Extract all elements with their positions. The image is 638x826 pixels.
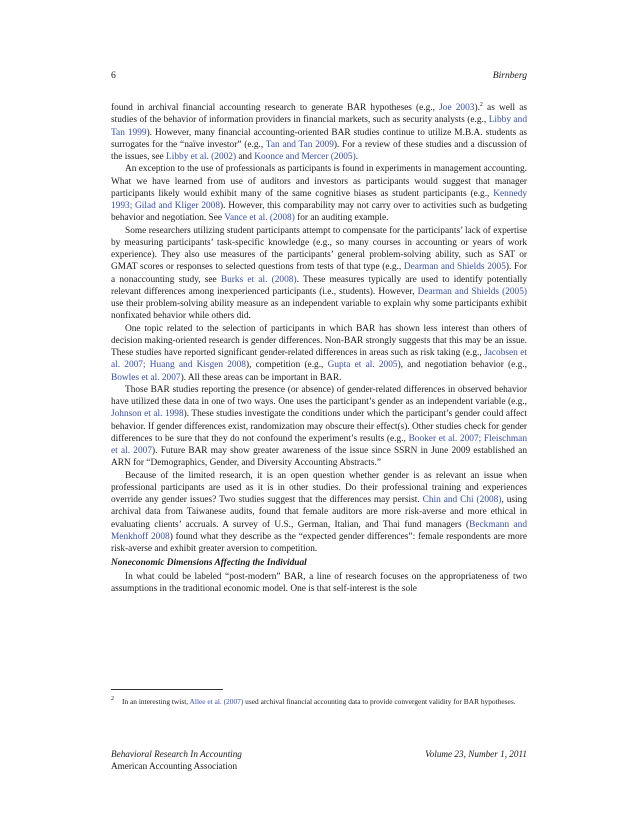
paragraph-4 <box>111 323 527 384</box>
paragraph-7 <box>111 571 527 596</box>
text-span: ). However, this comparability may not carry over to activities such as budgeting behavior and negotiation. See <box>111 201 527 224</box>
section-heading: Noneconomic Dimensions Affecting the Individual <box>111 558 307 569</box>
page-number: 6 <box>111 70 116 81</box>
text-span: ). All these areas can be important in BAR. <box>180 372 342 383</box>
running-author: Birnberg <box>492 70 527 81</box>
text-span: ), competition (e.g., <box>245 360 328 371</box>
text-span: Those BAR studies reporting the presence (or absence) of gender-related differences in observed behavior have utilized these data in one of two ways. One uses the participant’s gender as an independent variable (e.g., <box>111 384 527 407</box>
text-span: ). <box>474 103 480 113</box>
citation-link[interactable]: Booker et al. 2007; Fleischman et al. 2007 <box>111 433 527 456</box>
text-span: and <box>236 152 255 162</box>
text-span: . These measures typically are used to identify potentially relevant differences among inexperienced participants (i.e., students). However, <box>111 274 527 297</box>
paragraph-5 <box>111 384 527 470</box>
citation-link[interactable]: Jacobsen et al. 2007; Huang and Kisgen 2008 <box>111 348 528 371</box>
text-span: In what could be labeled “post-modern” BAR, a line of research focuses on the appropriateness of two assumptions in the traditional economic model. One is that self-interest is the sole <box>111 571 527 594</box>
text-span: used archival financial accounting data to provide convergent validity for BAR hypotheses. <box>243 697 516 706</box>
citation-link[interactable]: Joe 2003 <box>439 103 475 113</box>
text-span: . <box>355 152 359 162</box>
text-span: use their problem-solving ability measure as an independent variable to explain why some participants exhibit nonfixated behavior while others did. <box>111 299 527 322</box>
citation-link[interactable]: Libby et al. (2002) <box>166 152 237 162</box>
paragraph-6 <box>111 470 527 556</box>
text-span: Some researchers utilizing student participants attempt to compensate for the participants’ lack of expertise by measuring participants’ task-specific knowledge (e.g., so many courses in accounting or years of work experience). They also use measures of the participants’ general problem-solving ability, such as SAT or GMAT scores or responses to selected questions from tests of that type (e.g., <box>111 225 527 273</box>
footnote-rule <box>111 689 223 690</box>
citation-link[interactable]: Chin and Chi (2008) <box>422 495 502 505</box>
paragraph-2 <box>111 163 527 224</box>
running-header <box>111 70 527 84</box>
text-span: ). However, many financial accounting-oriented BAR studies continue to utilize M.B.A. students as surrogates for the “naïve investor” (e.g., <box>111 127 527 150</box>
text-span: found in archival financial accounting research to generate BAR hypotheses (e.g., <box>111 103 440 113</box>
citation-link[interactable]: Libby and Tan 1999 <box>111 115 527 138</box>
paragraph-1 <box>111 102 527 163</box>
citation-link[interactable]: Kennedy 1993; Gilad and Kliger 2008 <box>111 188 527 211</box>
citation-link[interactable]: Allee et al. (2007) <box>189 697 244 706</box>
citation-link[interactable]: Beckmann and Menkhoff 2008 <box>111 519 527 542</box>
volume-info: Volume 23, Number 1, 2011 <box>425 749 527 759</box>
footnote-number: 2 <box>111 696 114 702</box>
citation-link[interactable]: Tan and Tan 2009 <box>265 139 334 150</box>
text-span: , using archival data from Taiwanese audits, found that female auditors are more risk-averse and more ethical in evaluating clients’ accruals. A survey of U.S., German, Italian, and Thai fund managers ( <box>111 495 527 530</box>
footnote-text <box>111 697 527 707</box>
text-span: ). For a nonaccounting study, see <box>111 262 528 285</box>
text-span: for an auditing example. <box>294 213 389 224</box>
paragraph-3 <box>111 225 527 323</box>
text-span: ) found what they describe as the “expected gender differences”: female respondents are more risk-averse and exhibit greater aversion to competition. <box>111 531 527 554</box>
text-span: In an interesting twist, <box>122 697 190 706</box>
citation-link[interactable]: Johnson et al. 1998 <box>111 409 184 420</box>
citation-link[interactable]: Dearman and Shields 2005 <box>403 262 506 273</box>
page-footer <box>111 748 527 772</box>
footnote-ref[interactable]: 2 <box>479 102 483 108</box>
publisher-name: American Accounting Association <box>111 761 238 771</box>
text-span: ). For a review of these studies and a discussion of the issues, see <box>111 139 527 162</box>
text-span: ), and negotiation behavior (e.g., <box>397 360 527 371</box>
citation-link[interactable]: Koonce and Mercer (2005) <box>254 152 356 162</box>
body-text <box>111 102 527 595</box>
journal-name: Behavioral Research In Accounting <box>111 749 242 759</box>
citation-link[interactable]: Vance et al. (2008) <box>224 213 295 224</box>
citation-link[interactable]: Bowles et al. 2007 <box>111 372 181 383</box>
text-span: One topic related to the selection of participants in which BAR has shown less interest than others of decision making-oriented research is gender differences. Non-BAR strongly suggests that this may be an issue. These studies have reported significant gender-related differences in areas such as risk taking (e.g., <box>111 323 527 358</box>
citation-link[interactable]: Gupta et al. 2005 <box>327 360 398 371</box>
text-span: Because of the limited research, it is an open question whether gender is as relevant an issue when professional participants are used as it is in other studies. Do their professional training and experiences override any gender issues? Two studies suggest that the differences may persist. <box>111 470 527 505</box>
footnote <box>111 697 527 707</box>
text-span: ). Future BAR may show greater awareness of the issue since SSRN in June 2009 established an ARN for “Demographics, Gender, and Diversity Accounting Abstracts.” <box>111 446 527 469</box>
citation-link[interactable]: Dearman and Shields (2005) <box>417 286 527 297</box>
text-span: ). These studies investigate the conditions under which the participant’s gender could affect behavior. If gender differences exist, randomization may obscure their effect(s). Other studies check for gender differences to be sure that they do not confound the experiment’s results (e.g., <box>111 409 527 444</box>
citation-link[interactable]: Burks et al. (2008) <box>220 274 297 285</box>
text-span: An exception to the use of professionals as participants is found in experiments in management accounting. What we have learned from use of auditors and investors as participants would suggest that manager participants likely would exhibit many of the same cognitive biases as student participants (e.g., <box>111 164 527 199</box>
text-span: as well as studies of the behavior of information providers in financial markets, such as security analysts (e.g., <box>111 103 527 126</box>
